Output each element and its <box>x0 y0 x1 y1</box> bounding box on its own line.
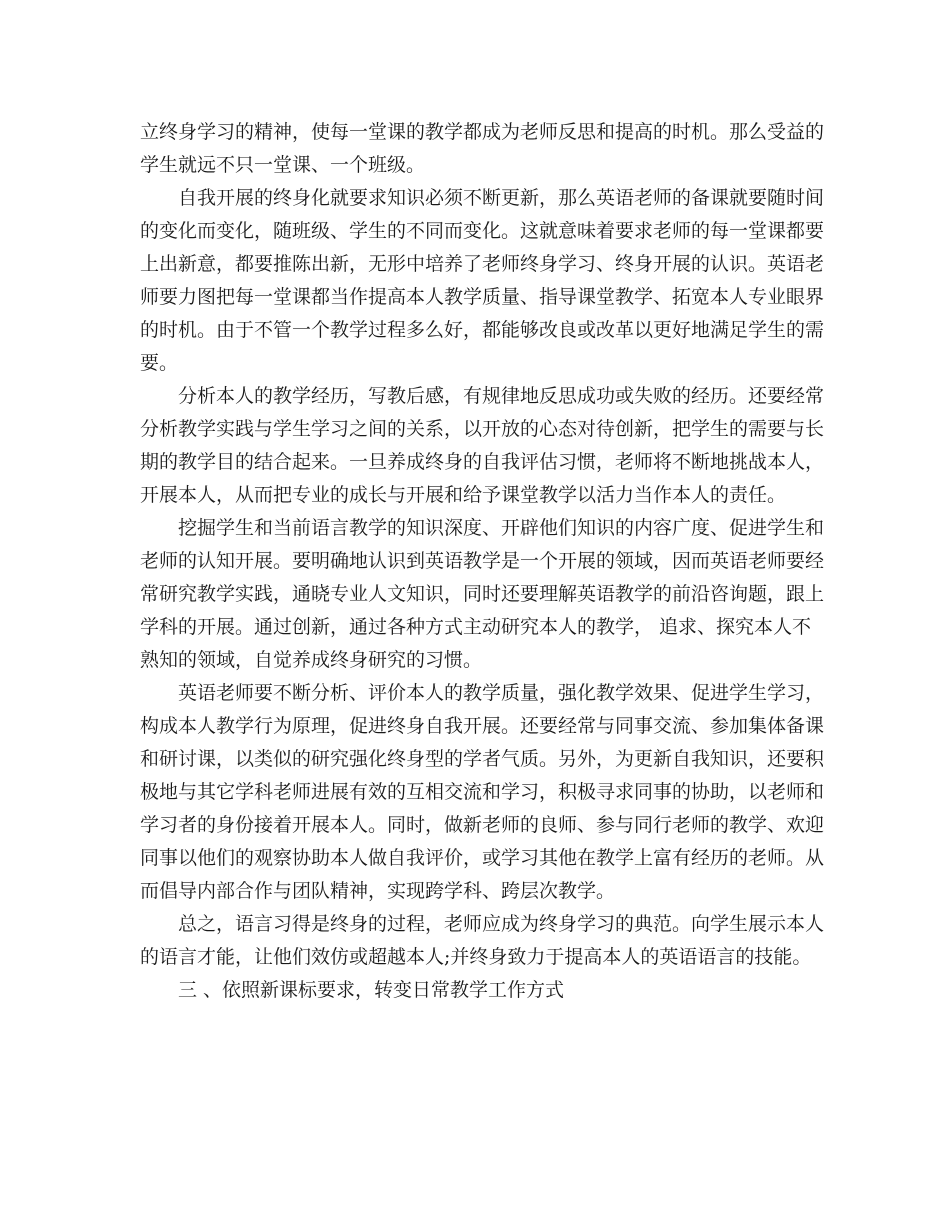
text-line: 上出新意，都要推陈出新，无形中培养了老师终身学习、终身开展的认识。英语老 <box>140 253 825 275</box>
text-line: 极地与其它学科老师进展有效的互相交流和学习，积极寻求同事的协助，以老师和 <box>140 781 825 803</box>
text-line: 期的教学目的结合起来。一旦养成终身的自我评估习惯，老师将不断地挑战本人， <box>140 451 825 473</box>
text-line: 的时机。由于不管一个教学过程多么好，都能够改良或改革以更好地满足学生的需 <box>140 319 825 341</box>
paragraph-6 <box>140 908 825 974</box>
text-line: 挖掘学生和当前语言教学的知识深度、开辟他们知识的内容广度、促进学生和 <box>178 517 825 539</box>
paragraph-4 <box>140 512 825 677</box>
document-page <box>140 116 825 1007</box>
text-line: 分析教学实践与学生学习之间的关系，以开放的心态对待创新，把学生的需要与长 <box>140 418 825 440</box>
text-line: 老师的认知开展。要明确地认识到英语教学是一个开展的领域，因而英语老师要经 <box>140 550 825 572</box>
text-line: 开展本人，从而把专业的成长与开展和给予课堂教学以活力当作本人的责任。 <box>140 484 787 506</box>
text-line: 熟知的领域，自觉养成终身研究的习惯。 <box>140 649 483 671</box>
text-line: 的语言才能，让他们效仿或超越本人;并终身致力于提高本人的英语语言的技能。 <box>140 946 812 968</box>
section-heading <box>140 974 812 1007</box>
text-line: 总之，语言习得是终身的过程，老师应成为终身学习的典范。向学生展示本人 <box>178 913 825 935</box>
text-line: 要。 <box>140 352 179 374</box>
paragraph-3 <box>140 380 825 512</box>
text-line: 立终身学习的精神，使每一堂课的教学都成为老师反思和提高的时机。那么受益的 <box>140 121 825 143</box>
paragraph-1 <box>140 116 825 182</box>
text-line: 分析本人的教学经历，写教后感，有规律地反思成功或失败的经历。还要经常 <box>178 385 825 407</box>
text-line: 而倡导内部合作与团队精神，实现跨学科、跨层次教学。 <box>140 880 616 902</box>
text-line: 英语老师要不断分析、评价本人的教学质量，强化教学效果、促进学生学习， <box>178 682 825 704</box>
paragraph-2 <box>140 182 825 380</box>
text-line: 常研究教学实践，通晓专业人文知识，同时还要理解英语教学的前沿咨询题，跟上 <box>140 583 825 605</box>
text-line: 师要力图把每一堂课都当作提高本人教学质量、指导课堂教学、拓宽本人专业眼界 <box>140 286 825 308</box>
text-line: 学习者的身份接着开展本人。同时，做新老师的良师、参与同行老师的教学、欢迎 <box>140 814 825 836</box>
text-line: 自我开展的终身化就要求知识必须不断更新，那么英语老师的备课就要随时间 <box>178 187 825 209</box>
text-line: 的变化而变化，随班级、学生的不同而变化。这就意味着要求老师的每一堂课都要 <box>140 220 825 242</box>
paragraph-5 <box>140 677 825 908</box>
text-line: 学科的开展。通过创新，通过各种方式主动研究本人的教学， 追求、探究本人不 <box>140 616 812 638</box>
text-line: 和研讨课，以类似的研究强化终身型的学者气质。另外，为更新自我知识，还要积 <box>140 748 825 770</box>
text-line: 构成本人教学行为原理，促进终身自我开展。还要经常与同事交流、参加集体备课 <box>140 715 825 737</box>
text-line: 同事以他们的观察协助本人做自我评价，或学习其他在教学上富有经历的老师。从 <box>140 847 825 869</box>
heading-line: 三 、依照新课标要求，转变日常教学工作方式 <box>178 979 565 1001</box>
text-line: 学生就远不只一堂课、一个班级。 <box>140 154 426 176</box>
